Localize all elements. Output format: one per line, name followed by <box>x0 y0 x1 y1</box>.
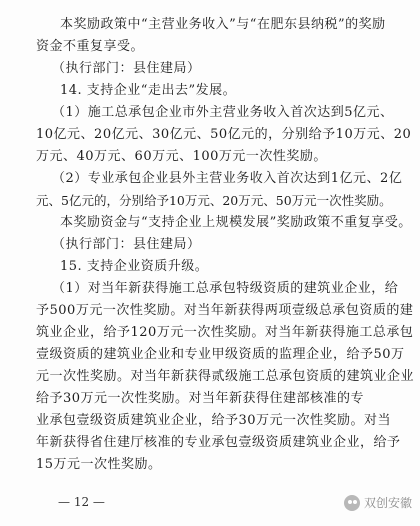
text-line: 万元、40万元、60万元、100万元一次性奖励。 <box>36 149 327 164</box>
text-line: 本奖励政策中“主营业务收入”与“在肥东县纳税”的奖励 <box>60 17 386 32</box>
text-line: 筑业企业，给予120万元一次性奖励。对当年新获得施工总承包 <box>36 325 414 340</box>
text-line: 本奖励资金与“支持企业上规模发展”奖励政策不重复享受。 <box>60 215 412 230</box>
section-heading: 14. 支持企业“走出去”发展。 <box>60 83 237 98</box>
text-line: 业承包壹级资质建筑业企业，给予30万元一次性奖励。对当 <box>36 413 392 428</box>
text-line: 壹级资质的建筑业企业和专业甲级资质的监理企业，给予50万 <box>36 347 405 362</box>
text-line: 10亿元、20亿元、30亿元、50亿元的，分别给予10万元、20 <box>36 127 412 142</box>
text-line: 年新获得省住建厅核准的专业承包壹级资质建筑业企业，给予 <box>36 435 401 450</box>
text-line: 元、5亿元的，分别给予10万元、20万元、50万元一次性奖励。 <box>36 193 392 208</box>
text-line: （执行部门：县住建局） <box>52 61 201 76</box>
text-line: （1）对当年新获得施工总承包特级资质的建筑业企业，给 <box>52 281 399 296</box>
text-line: （1）施工总承包企业市外主营业务收入首次达到5亿元、 <box>52 105 394 120</box>
section-heading: 15. 支持企业资质升级。 <box>60 259 209 274</box>
text-line: 给予30万元一次性奖励。对当年新获得住建部核准的专 <box>36 391 365 406</box>
text-line: （2）专业承包企业县外主营业务收入首次达到1亿元、2亿 <box>52 171 403 186</box>
watermark <box>344 494 412 511</box>
text-line: 元一次性奖励。对当年新获得贰级施工总承包资质的建筑业企业 <box>36 369 415 384</box>
watermark-text: 双创安徽 <box>363 496 412 510</box>
text-line: 予500万元一次性奖励。对当年新获得两项壹级总承包资质的建 <box>36 303 414 318</box>
text-line: 资金不重复享受。 <box>36 39 145 54</box>
wechat-icon <box>344 495 360 511</box>
page-number: — 12 — <box>58 495 105 509</box>
text-line: 15万元一次性奖励。 <box>36 457 162 472</box>
text-line: （执行部门：县住建局） <box>52 237 201 252</box>
